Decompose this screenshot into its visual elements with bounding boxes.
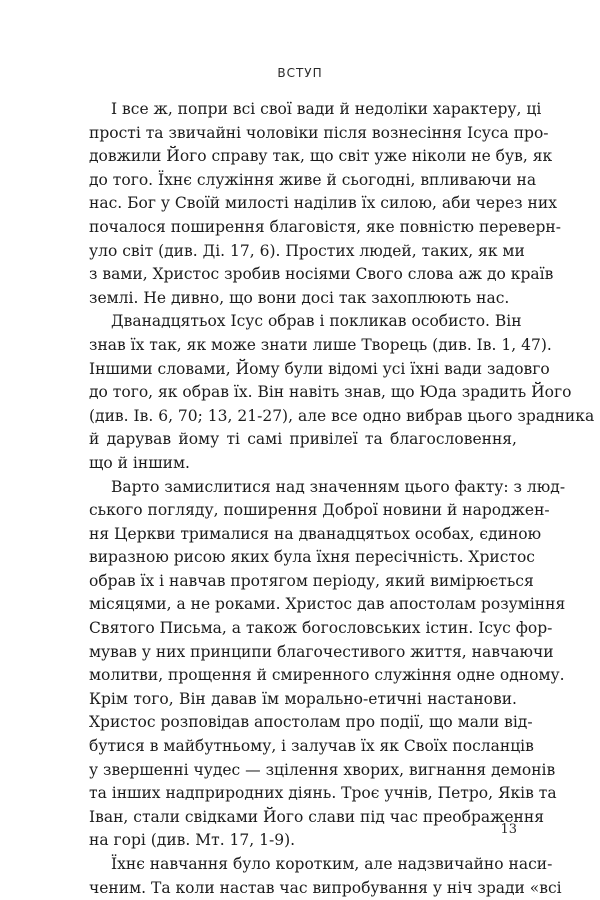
text-line: Їхнє навчання було коротким, але надзвичайно наси- [111, 855, 553, 873]
text-line: бутися в майбутньому, і залучав їх як Своїх посланців [89, 737, 534, 756]
running-head: ВСТУП [277, 66, 323, 80]
text-line: ня Церкви трималися на дванадцятьох особах, єдиною [89, 524, 542, 543]
text-line: уло світ (див. Ді. 17, 6). Простих людей, таких, як ми [89, 241, 525, 260]
text-line: та інших надприродних діянь. Троє учнів, Петро, Яків та [89, 784, 557, 803]
text-line: з вами, Христос зробив носіями Свого слова аж до країв [89, 265, 554, 284]
text-line: Крім того, Він давав їм морально-етичні настанови. [89, 689, 517, 708]
text-line: знав їх так, як може знати лише Творець (див. Ів. 1, 47). [89, 335, 552, 354]
text-line: прості та звичайні чоловіки після вознесіння Ісуса про- [89, 123, 549, 142]
text-line: до того. Їхнє служіння живе й сьогодні, впливаючи на [89, 170, 537, 189]
text-line: Дванадцятьох Ісус обрав і покликав особисто. Він [111, 312, 522, 331]
body-text [89, 98, 595, 900]
text-line: Іван, стали свідками Його слави під час преображення [89, 807, 544, 826]
page-number: 13 [500, 822, 517, 837]
text-line: Варто замислитися над значенням цього факту: з люд- [111, 477, 566, 496]
text-line: почалося поширення благовістя, яке повністю переверн- [89, 217, 561, 236]
text-line: на горі (див. Мт. 17, 1-9). [89, 831, 296, 850]
text-line: нас. Бог у Своїй милості наділив їх силою, аби через них [89, 194, 557, 213]
text-line: обрав їх і навчав протягом періоду, який вимірюється [89, 571, 534, 590]
text-line: що й іншим. [89, 453, 190, 472]
text-line: землі. Не дивно, що вони досі так захоплюють нас. [89, 288, 510, 307]
text-line: ченим. Та коли настав час випробування у ніч зради «всі [89, 878, 562, 897]
text-line: Святого Письма, а також богословських істин. Ісус фор- [89, 619, 553, 638]
text-line: молитви, прощення й смиренного служіння одне одному. [89, 666, 565, 685]
text-line: місяцями, а не роками. Христос дав апостолам розуміння [89, 595, 566, 614]
text-line: мував у них принципи благочестивого життя, навчаючи [89, 642, 554, 661]
text-line: у звершенні чудес — зцілення хворих, вигнання демонів [89, 760, 556, 779]
text-line: Іншими словами, Йому були відомі усі їхні вади задовго [89, 359, 550, 378]
text-line: й дарував йому ті самі привілеї та благословення, [89, 430, 517, 449]
text-line: виразною рисою яких була їхня пересічність. Христос [89, 548, 535, 567]
text-line: (див. Ів. 6, 70; 13, 21-27), але все одно вибрав цього зрадника [89, 406, 595, 425]
text-line: довжили Його справу так, що світ уже ніколи не був, як [89, 147, 553, 166]
text-line: Христос розповідав апостолам про події, що мали від- [89, 713, 533, 732]
text-line: до того, як обрав їх. Він навіть знав, що Юда зрадить Його [89, 383, 572, 402]
text-line: ського погляду, поширення Доброї новини й народжен- [89, 501, 550, 520]
text-line: І все ж, попри всі свої вади й недоліки характеру, ці [111, 100, 542, 118]
